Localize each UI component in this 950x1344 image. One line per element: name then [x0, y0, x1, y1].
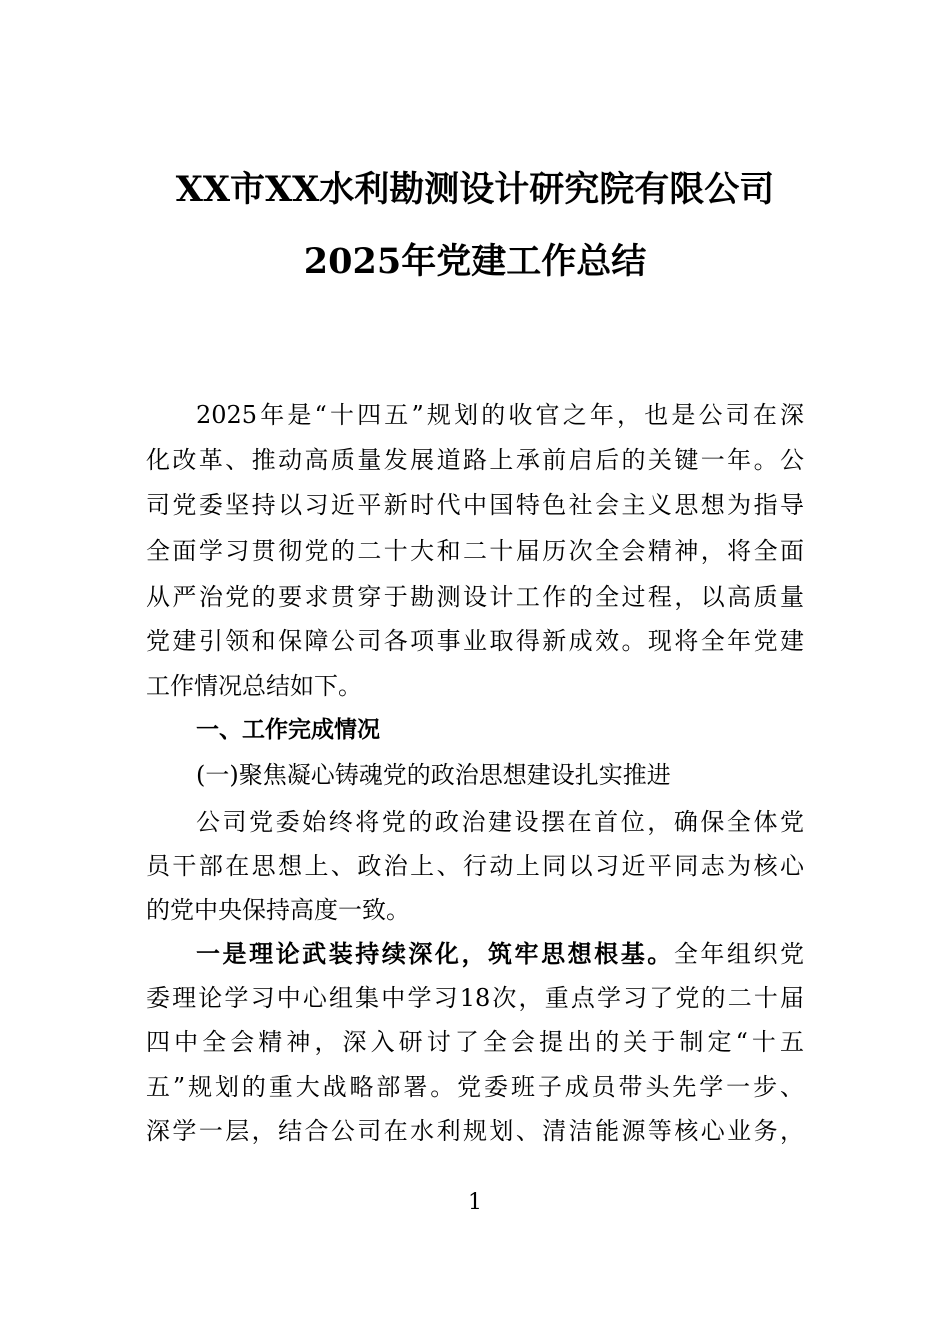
- paragraph-lead-line: [196, 939, 804, 969]
- bold-lead-text: 一是理论武装持续深化，筑牢思想根基。: [196, 940, 674, 968]
- paragraph-line: 公司党委始终将党的政治建设摆在首位，确保全体党: [196, 808, 804, 836]
- document-title-line1: XX市XX水利勘测设计研究院有限公司: [175, 169, 775, 210]
- paragraph-line: 委理论学习中心组集中学习18次，重点学习了党的二十届: [146, 984, 804, 1012]
- intro-line: 全面学习贯彻党的二十大和二十届历次全会精神，将全面: [146, 537, 804, 565]
- intro-line: 化改革、推动高质量发展道路上承前启后的关键一年。公: [146, 446, 804, 474]
- document-title-line2: 2025年党建工作总结: [303, 241, 647, 282]
- paragraph-line: 五”规划的重大战略部署。党委班子成员带头先学一步、: [146, 1073, 804, 1101]
- section-heading: 一、工作完成情况: [196, 717, 380, 743]
- intro-line: 2025年是“十四五”规划的收官之年，也是公司在深: [196, 401, 804, 429]
- subsection-heading: (一)聚焦凝心铸魂党的政治思想建设扎实推进: [196, 761, 671, 789]
- intro-line: 工作情况总结如下。: [146, 672, 362, 700]
- paragraph-line: 四中全会精神，深入研讨了全会提出的关于制定“十五: [146, 1028, 804, 1056]
- intro-line: 司党委坚持以习近平新时代中国特色社会主义思想为指导: [146, 491, 804, 519]
- intro-line: 党建引领和保障公司各项事业取得新成效。现将全年党建: [146, 627, 804, 655]
- paragraph-line: 员干部在思想上、政治上、行动上同以习近平同志为核心: [146, 852, 804, 880]
- intro-line: 从严治党的要求贯穿于勘测设计工作的全过程，以高质量: [146, 583, 804, 611]
- lead-rest-text: 全年组织党: [673, 940, 805, 968]
- page-number: 1: [468, 1190, 482, 1215]
- paragraph-line: 深学一层，结合公司在水利规划、清洁能源等核心业务，: [146, 1117, 804, 1145]
- paragraph-line: 的党中央保持高度一致。: [146, 896, 410, 924]
